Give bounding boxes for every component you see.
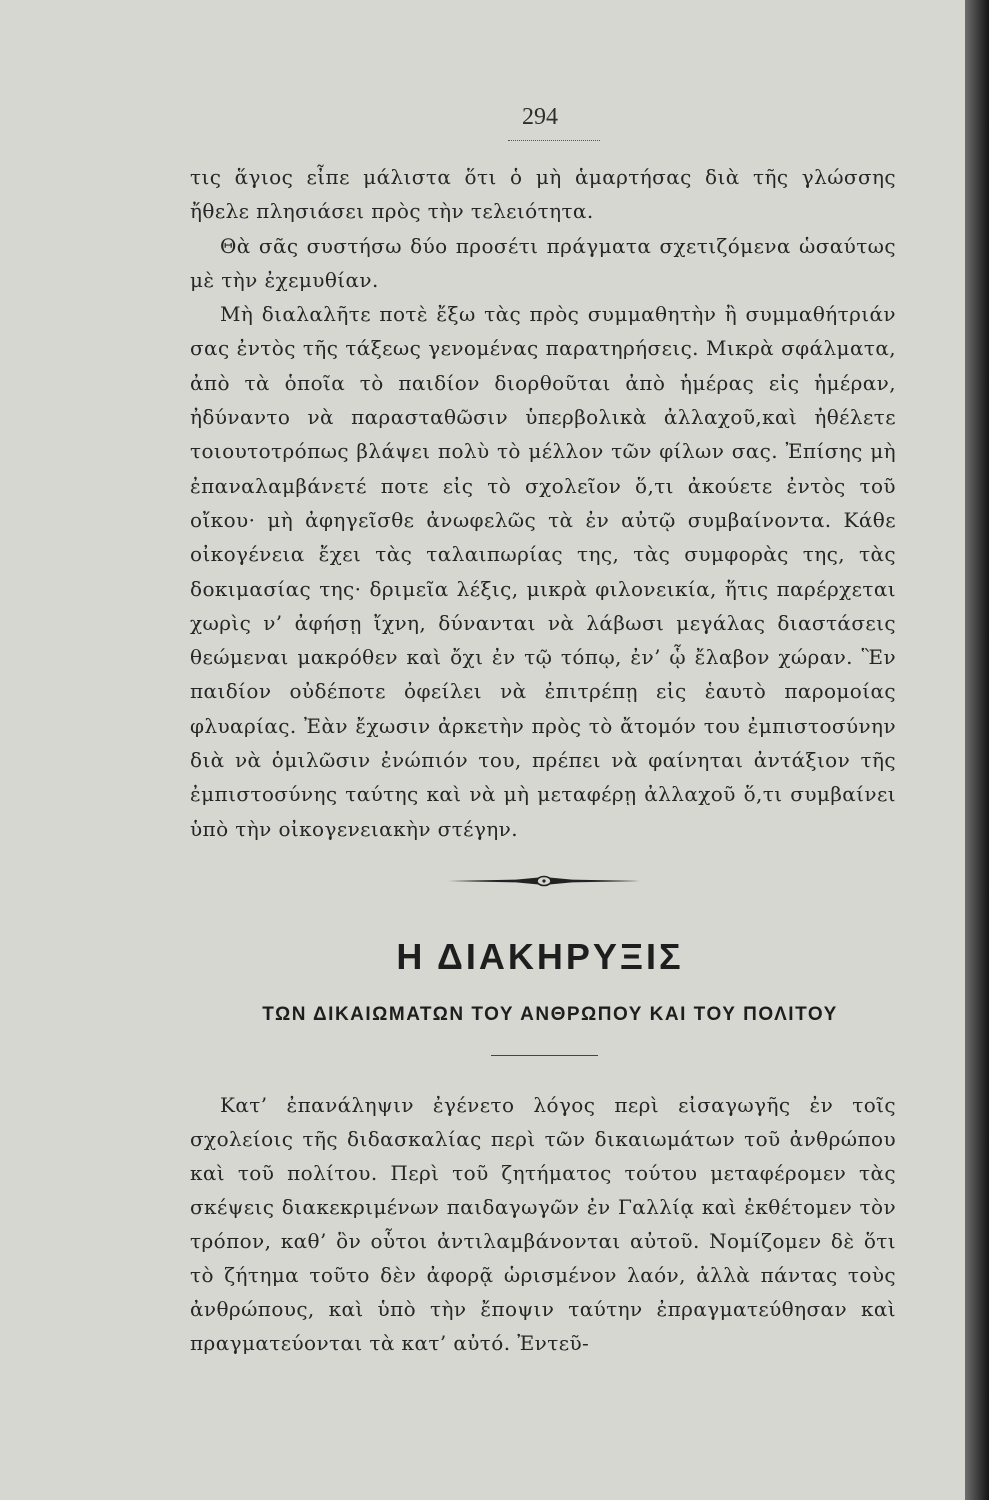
section-two-text [190, 1088, 896, 1360]
page-number-rule [508, 140, 600, 141]
title-rule [491, 1055, 598, 1056]
article-subtitle: ΤΩΝ ΔΙΚΑΙΩΜΑΤΩΝ ΤΟΥ ΑΝΘΡΩΠΟΥ ΚΑΙ ΤΟΥ ΠΟΛΙΤΟΥ [262, 1004, 838, 1025]
section-divider-ornament [446, 874, 642, 888]
book-binding-edge [965, 0, 989, 1500]
page-number: 294 [522, 104, 558, 130]
paragraph-continuation: τις ἅγιος εἶπε μάλιστα ὅτι ὁ μὴ ἁμαρτήσας διὰ τῆς γλώσσης ἤθελε πλησιάσει πρὸς τὴν τελειότητα. [190, 165, 896, 224]
paragraph: Μὴ διαλαλῆτε ποτὲ ἔξω τὰς πρὸς συμμαθητὴν ἢ συμμαθήτριάν σας ἐντὸς τῆς τάξεως γενομένας παρατηρήσεις. Μικρὰ σφάλματα, ἀπὸ τὰ ὁποῖα τὸ παιδίον διορθοῦται ἀπὸ ἡμέρας εἰς ἡμέραν, ἠδύναντο νὰ παρασταθῶσιν ὑπερβολικὰ ἀλλαχοῦ,καὶ ἠθέλετε τοιουτοτρόπως βλάψει πολὺ τὸ μέλλον τῶν φίλων σας. Ἐπίσης μὴ ἐπαναλαμβάνετέ ποτε εἰς τὸ σχολεῖον ὅ,τι ἀκούετε ἐντὸς τοῦ οἴκου· μὴ ἀφηγεῖσθε ἀνωφελῶς τὰ ἐν αὐτῷ συμβαίνοντα. Κάθε οἰκογένεια ἔχει τὰς ταλαιπωρίας της, τὰς συμφορὰς της, τὰς δοκιμασίας της· δριμεῖα λέξις, μικρὰ φιλονεικία, ἥτις παρέρχεται χωρὶς ν’ ἀφήσῃ ἴχνη, δύνανται νὰ λάβωσι μεγάλας διαστάσεις θεώμεναι μακρόθεν καὶ ὄχι ἐν τῷ τόπῳ, ἐν’ ᾧ ἔλαβον χώραν. Ἓν παιδίον οὐδέποτε ὀφείλει νὰ ἐπιτρέπῃ εἰς ἑαυτὸ παρομοίας φλυαρίας. Ἐὰν ἔχωσιν ἀρκετὴν πρὸς τὸ ἄτομόν του ἐμπιστοσύνην διὰ νὰ ὁμιλῶσιν ἐνώπιόν του, πρέπει νὰ φαίνηται ἀντάξιον τῆς ἐμπιστοσύνης ταύτης καὶ νὰ μὴ μεταφέρῃ ἀλλαχοῦ ὅ,τι συμβαίνει ὑπὸ τὴν οἰκογενειακὴν στέγην. [190, 302, 896, 841]
paragraph: Θὰ σᾶς συστήσω δύο προσέτι πράγματα σχετιζόμενα ὡσαύτως μὲ τὴν ἐχεμυθίαν. [190, 233, 896, 292]
article-title: Η ΔΙΑΚΗΡΥΞΙΣ [396, 936, 684, 977]
paragraph: Κατ’ ἐπανάληψιν ἐγένετο λόγος περὶ εἰσαγωγῆς ἐν τοῖς σχολείοις τῆς διδασκαλίας περὶ τῶν δικαιωμάτων τοῦ ἀνθρώπου καὶ τοῦ πολίτου. Περὶ τοῦ ζητήματος τούτου μεταφέρομεν τὰς σκέψεις διακεκριμένων παιδαγωγῶν ἐν Γαλλίᾳ καὶ ἐκθέτομεν τὸν τρόπον, καθ’ ὃν οὗτοι ἀντιλαμβάνονται αὐτοῦ. Νομίζομεν δὲ ὅτι τὸ ζήτημα τοῦτο δὲν ἀφορᾷ ὡρισμένον λαόν, ἀλλὰ πάντας τοὺς ἀνθρώπους, καὶ ὑπὸ τὴν ἔποψιν ταύτην ἐπραγματεύθησαν καὶ πραγματεύονται τὰ κατ’ αὐτό. Ἐντεῦ- [190, 1093, 896, 1355]
section-one-text [190, 160, 896, 846]
